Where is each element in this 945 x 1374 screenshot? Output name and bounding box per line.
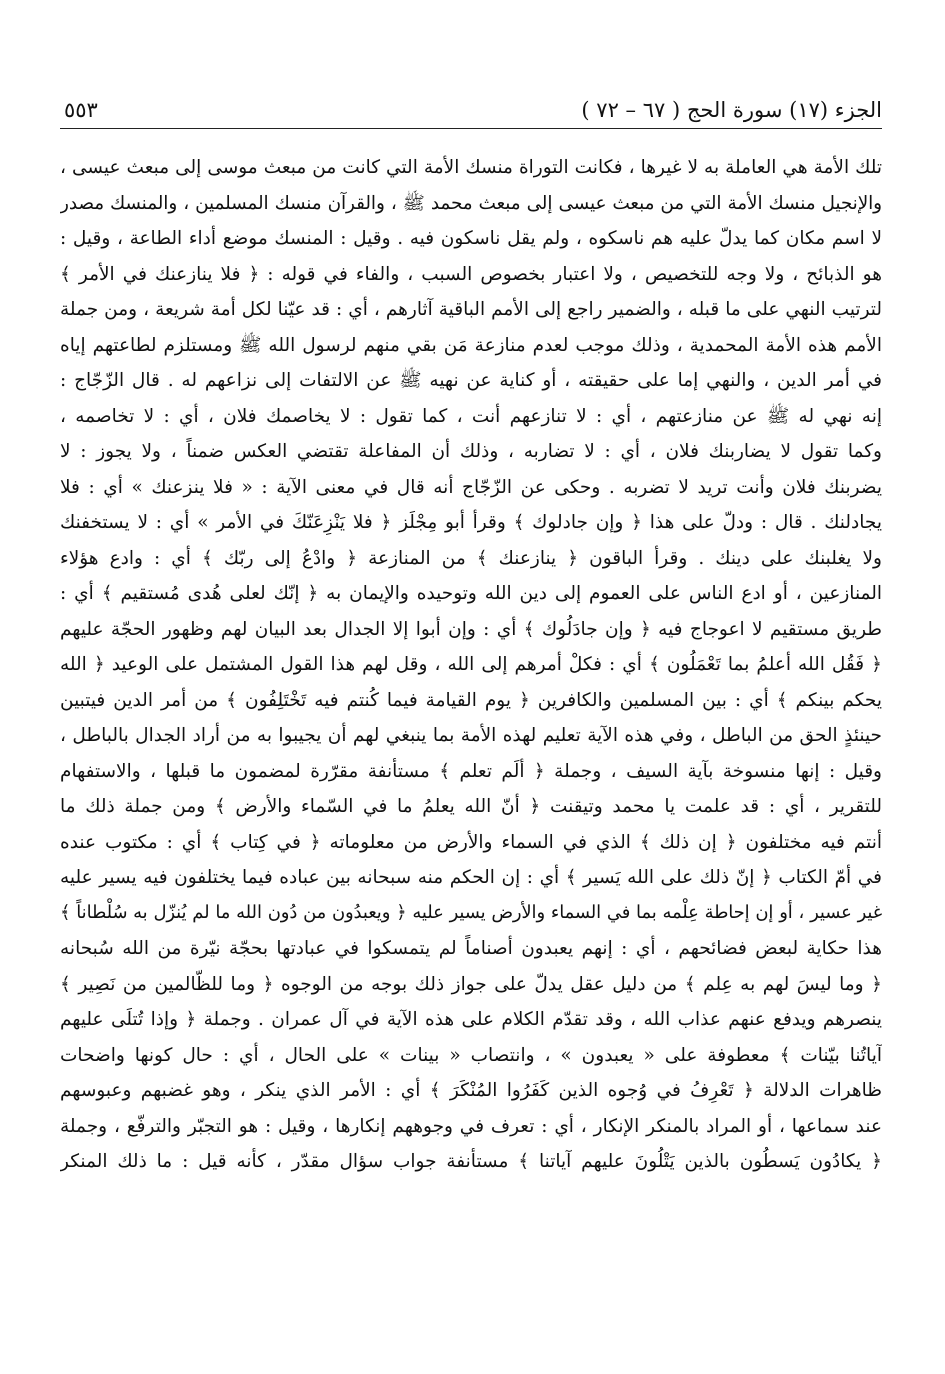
text-line: المنازعين ، أو ادع الناس على العموم إلى دين الله وتوحيده والإيمان به ﴿ إنّك لعلى هُدى مُستقيم ﴾ أي :: [60, 583, 882, 604]
text-line: والإنجيل منسك الأمة التي من مبعث عيسى إلى مبعث محمد ﷺ ، والقرآن منسك المسلمين ، والمنسك مصدر: [60, 192, 882, 214]
text-line: لترتيب النهي على ما قبله ، والضمير راجع إلى الأمم الباقية آثارهم ، أي : قد عيّنا لكل أمة شريعة ، ومن جملة: [60, 299, 882, 320]
text-line: ظاهرات الدلالة ﴿ تَعْرِفُ في وُجوه الذين كَفَرُوا المُنْكَرَ ﴾ أي : الأمر الذي ينكر ، وهو غضبهم وعبوسهم: [60, 1080, 882, 1101]
text-line: طريق مستقيم لا اعوجاج فيه ﴿ وإن جادَلُوك ﴾ أي : وإن أبوا إلا الجدال بعد البيان لهم وظهور الحجّة عليهم: [60, 618, 882, 640]
text-line: ينصرهم ويدفع عنهم عذاب الله ، وقد تقدّم الكلام على هذه الآية في آل عمران . وجملة ﴿ وإذا تُتلَى عليهم: [60, 1009, 882, 1030]
text-line: وكما تقول لا يضاربنك فلان ، أي : لا تضاربه ، وذلك أن المفاعلة تقتضي العكس ضمناً ، ولا يجوز : لا: [60, 441, 882, 462]
text-line: وقيل : إنها منسوخة بآية السيف ، وجملة ﴿ ألَم تعلم ﴾ مستأنفة مقرّرة لمضمون ما قبلها ، والاستفهام: [60, 760, 882, 782]
header-title: الجزء (١٧) سورة الحج ( ٦٧ – ٧٢ ): [581, 98, 882, 122]
text-line: هذا حكاية لبعض فضائحهم ، أي : إنهم يعبدون أصناماً لم يتمسكوا في عبادتها بحجّة نيّرة من الله سُبحانه: [60, 938, 882, 959]
header-divider: [60, 128, 882, 129]
text-line: إنه نهي له ﷺ عن منازعتهم ، أي : لا تنازعهم أنت ، كما تقول : لا يخاصمك فلان ، أي : لا تخاصمه ،: [60, 405, 882, 427]
text-line: يضربنك فلان وأنت تريد لا تضربه . وحكى عن الزّجّاج أنه قال في معنى الآية : « فلا ينزعنك » أي : فلا: [60, 476, 882, 498]
text-line: حينئذٍ الحق من الباطل ، وفي هذه الآية تعليم لهذه الأمة بما ينبغي لهم أن يجيبوا به من أراد الجدال بالباطل ،: [60, 725, 882, 746]
text-line: ﴿ فَقُل الله أعلمُ بما تَعْمَلُون ﴾ أي : فكلْ أمرهم إلى الله ، وقل لهم هذا القول المشتمل على الوعيد ﴿ الله: [60, 654, 882, 675]
text-line: الأمم هذه الأمة المحمدية ، وذلك موجب لعدم منازعة مَن بقي منهم لرسول الله ﷺ ومستلزم لطاعتهم إياه: [60, 334, 882, 356]
text-line: في أمّ الكتاب ﴿ إنّ ذلك على الله يَسير ﴾ أي : إن الحكم منه سبحانه بين عباده فيما يختلفون فيه يسير عليه: [60, 867, 882, 888]
running-header: [60, 92, 882, 132]
text-line: تلك الأمة هي العاملة به لا غيرها ، فكانت التوراة منسك الأمة التي كانت من مبعث موسى إلى مبعث عيسى ،: [60, 157, 882, 178]
text-line: عند سماعها ، أو المراد بالمنكر الإنكار ، أي : تعرف في وجوههم إنكارها ، وقيل : هو التجبّر والترفّع ، وجملة: [60, 1115, 882, 1137]
page-number: ٥٥٣: [64, 98, 98, 122]
body-text: [60, 150, 882, 1290]
text-line: يحكم بينكم ﴾ أي : بين المسلمين والكافرين ﴿ يوم القيامة فيما كُنتم فيه تَخْتَلِفُون ﴾ من أمر الدين فيتبين: [60, 689, 882, 711]
text-line: أنتم فيه مختلفون ﴿ إن ذلك ﴾ الذي في السماء والأرض من معلوماته ﴿ في كِتاب ﴾ أي : مكتوب عنده: [60, 831, 882, 853]
text-line: آياتُنا بيّنات ﴾ معطوفة على « يعبدون » ، وانتصاب « بينات » على الحال ، أي : حال كونها واضحات: [60, 1044, 882, 1066]
text-line: يجادلنك . قال : ودلّ على هذا ﴿ وإن جادلوك ﴾ وقرأ أبو مِجْلَز ﴿ فلا يَنْزِعَنّكَ في الأمر » أي : لا يستخفنك: [60, 512, 882, 533]
text-line: في أمر الدين ، والنهي إما على حقيقته ، أو كناية عن نهيه ﷺ عن الالتفات إلى نزاعهم له . قال الزّجّاج :: [60, 370, 882, 391]
text-line: هو الذبائح ، ولا وجه للتخصيص ، ولا اعتبار بخصوص السبب ، والفاء في قوله : ﴿ فلا ينازعنك في الأمر ﴾: [60, 263, 882, 285]
text-line: [60, 1180, 882, 1216]
text-line: ﴿ وما ليسَ لهم به عِلم ﴾ من دليل عقل يدلّ على جواز ذلك بوجه من الوجوه ﴿ وما للظّالمين من نَصِير ﴾: [60, 973, 882, 995]
text-line: ولا يغلبنك على دينك . وقرأ الباقون ﴿ ينازعنك ﴾ من المنازعة ﴿ وادْعُ إلى ربّك ﴾ أي : وادع هؤلاء: [60, 547, 882, 569]
text-line: لا اسم مكان كما يدلّ عليه هم ناسكوه ، ولم يقل ناسكون فيه . وقيل : المنسك موضع أداء الطاعة ، وقيل :: [60, 228, 882, 249]
text-line: غير عسير ، أو إن إحاطة عِلْمه بما في السماء والأرض يسير عليه ﴿ ويعبدُون من دُون الله ما لم يُنزّل به سُلْطاناً ﴾: [60, 902, 882, 923]
text-line: ﴿ يكادُون يَسطُون بالذين يَتْلُونَ عليهم آياتنا ﴾ مستأنفة جواب سؤال مقدّر ، كأنه قيل : ما ذلك المنكر: [60, 1151, 882, 1172]
text-line: للتقرير ، أي : قد علمت يا محمد وتيقنت ﴿ أنّ الله يعلمُ ما في السّماء والأرض ﴾ ومن جملة ذلك ما: [60, 796, 882, 817]
